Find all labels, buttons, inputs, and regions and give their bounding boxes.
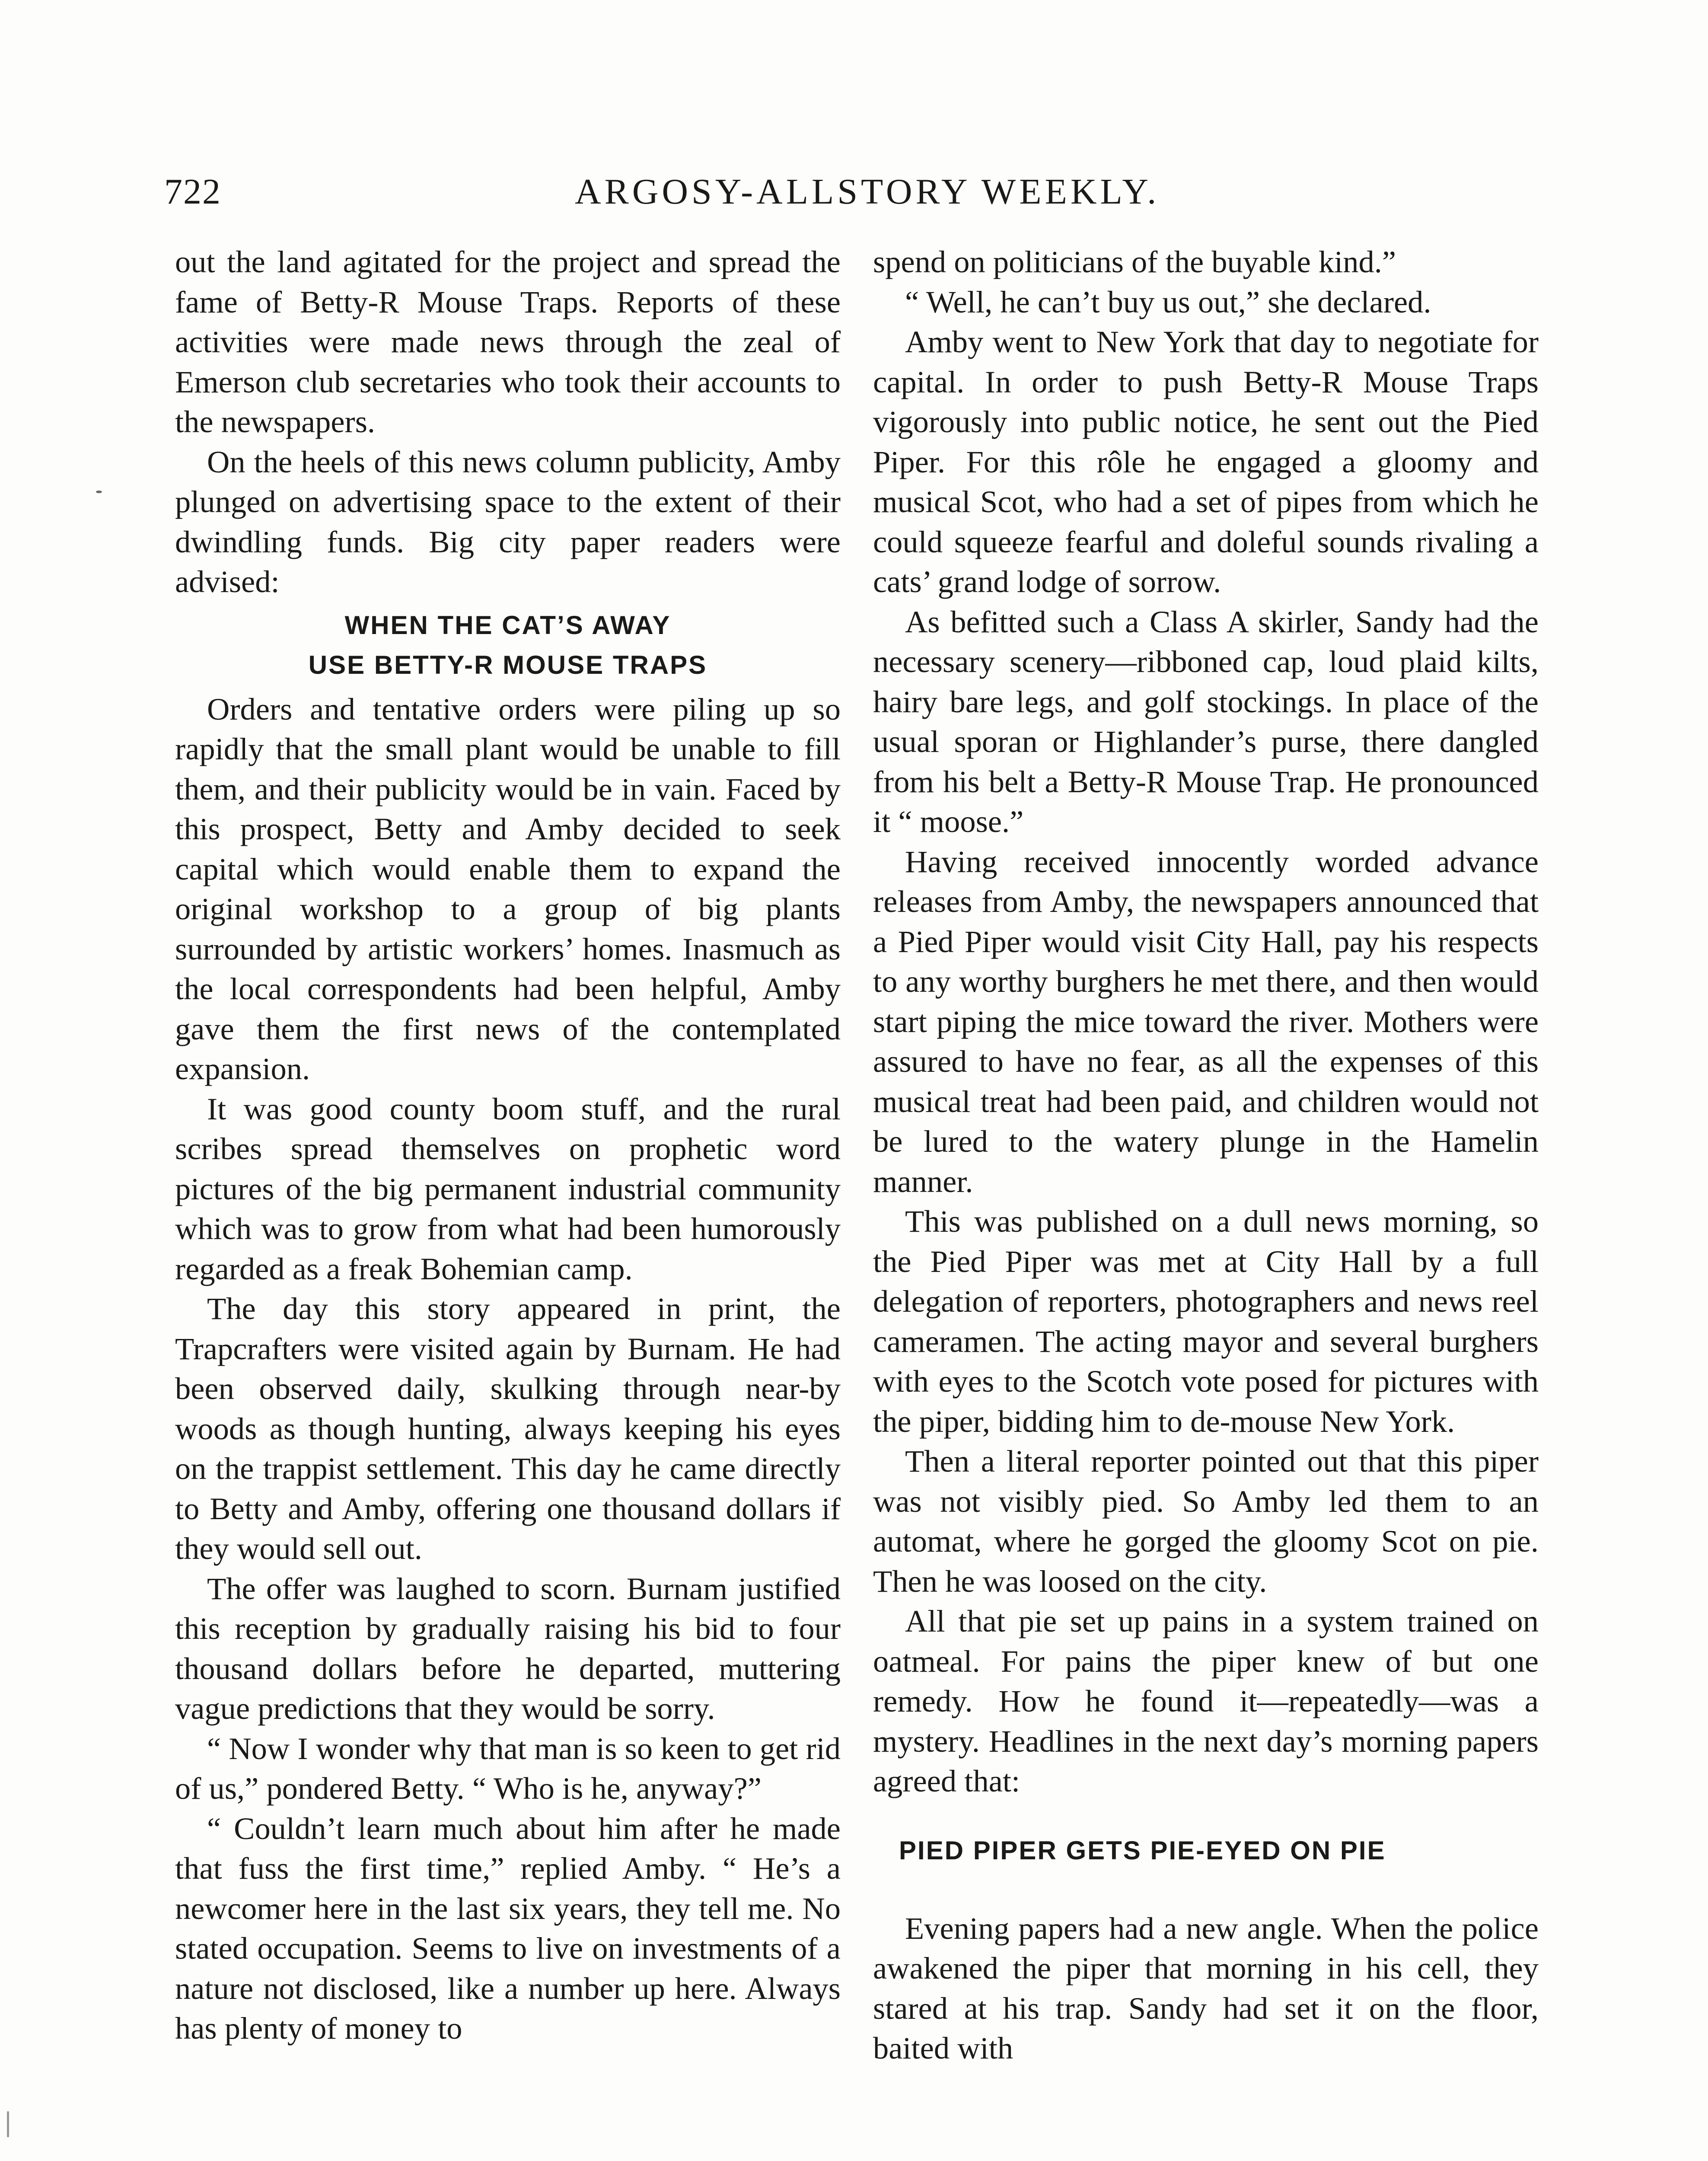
news-headline: PIED PIPER GETS PIE-EYED ON PIE bbox=[899, 1836, 1386, 1865]
paragraph: out the land agitated for the project and spread the fame of Betty-R Mouse Traps. Reports of these activities were made news through the zeal of Emerson club secretaries who took their accounts to the newspapers. bbox=[175, 244, 841, 439]
paragraph: All that pie set up pains in a system trained on oatmeal. For pains the piper knew of but one remedy. How he found it—repeatedly—was a mystery. Headlines in the next day’s morning papers agreed that: bbox=[873, 1603, 1539, 1798]
paragraph: “ Well, he can’t buy us out,” she declared. bbox=[905, 284, 1431, 319]
print-speck bbox=[7, 2111, 9, 2137]
paragraph: Having received innocently worded advance releases from Amby, the newspapers announced that a Pied Piper would visit City Hall, pay his respects to any worthy burghers he met there, and then would start piping the mice toward the river. Mothers were assured to have no fear, as all the expenses of this musical treat had been paid, and children would not be lured to the watery plunge in the Hamelin manner. bbox=[873, 844, 1539, 1199]
paragraph: This was published on a dull news morning, so the Pied Piper was met at City Hall by a full delegation of reporters, photographers and news reel cameramen. The acting mayor and several burghers with eyes to the Scotch vote posed for pictures with the piper, bidding him to de-mouse New York. bbox=[873, 1204, 1539, 1439]
paragraph: Then a literal reporter pointed out that this piper was not visibly pied. So Amby led them to an automat, where he gorged the gloomy Scot on pie. Then he was loosed on the city. bbox=[873, 1444, 1539, 1599]
paragraph: As befitted such a Class A skirler, Sandy had the necessary scenery—ribboned cap, loud plaid kilts, hairy bare legs, and golf stockings. In place of the usual sporan or Highlander’s purse, there dangled from his belt a Betty-R Mouse Trap. He pronounced it “ moose.” bbox=[873, 604, 1539, 839]
right-column bbox=[873, 242, 1539, 2069]
paragraph: It was good county boom stuff, and the rural scribes spread themselves on prophetic word pictures of the big permanent industrial community which was to grow from what had been humorously regarded as a freak Bohemian camp. bbox=[175, 1091, 841, 1286]
ad-headline-line: WHEN THE CAT’S AWAY bbox=[344, 610, 671, 640]
paragraph: spend on politicians of the buyable kind.” bbox=[873, 244, 1396, 279]
running-head: ARGOSY-ALLSTORY WEEKLY. bbox=[575, 172, 1160, 212]
paragraph: The offer was laughed to scorn. Burnam justified this reception by gradually raising his bid to four thousand dollars before he departed, muttering vague predictions that they would be sorry. bbox=[175, 1571, 841, 1726]
page-header bbox=[164, 171, 1573, 218]
paragraph: “ Now I wonder why that man is so keen to get rid of us,” pondered Betty. “ Who is he, anyway?” bbox=[175, 1731, 841, 1806]
ad-headline bbox=[175, 606, 841, 685]
paragraph: Evening papers had a new angle. When the police awakened the piper that morning in his cell, they stared at his trap. Sandy had set it on the floor, baited with bbox=[873, 1910, 1539, 2065]
print-speck bbox=[96, 491, 102, 493]
paragraph: The day this story appeared in print, the Trapcrafters were visited again by Burnam. He had been observed daily, skulking through near-by woods as though hunting, always keeping his eyes on the trappist settlement. This day he came directly to Betty and Amby, offering one thousand dollars if they would sell out. bbox=[175, 1291, 841, 1566]
paragraph: “ Couldn’t learn much about him after he made that fuss the first time,” replied Amby. “ He’s a newcomer here in the last six years, they tell me. No stated occupation. Seems to live on investments of a nature not disclosed, like a number up here. Always has plenty of money to bbox=[175, 1810, 841, 2046]
paragraph: On the heels of this news column publicity, Amby plunged on advertising space to the extent of their dwindling funds. Big city paper readers were advised: bbox=[175, 444, 841, 599]
page-number: 722 bbox=[164, 172, 221, 212]
left-column bbox=[175, 242, 841, 2049]
ad-headline-line: USE BETTY-R MOUSE TRAPS bbox=[308, 650, 707, 679]
paragraph: Orders and tentative orders were piling up so rapidly that the small plant would be unable to fill them, and their publicity would be in vain. Faced by this prospect, Betty and Amby decided to seek capital which would enable them to expand the original workshop to a group of big plants surrounded by artistic workers’ homes. Inasmuch as the local correspondents had been helpful, Amby gave them the first news of the contemplated expansion. bbox=[175, 691, 841, 1086]
paragraph: Amby went to New York that day to negotiate for capital. In order to push Betty-R Mouse Traps vigorously into public notice, he sent out the Pied Piper. For this rôle he engaged a gloomy and musical Scot, who had a set of pipes from which he could squeeze fearful and doleful sounds rivaling a cats’ grand lodge of sorrow. bbox=[873, 324, 1539, 599]
